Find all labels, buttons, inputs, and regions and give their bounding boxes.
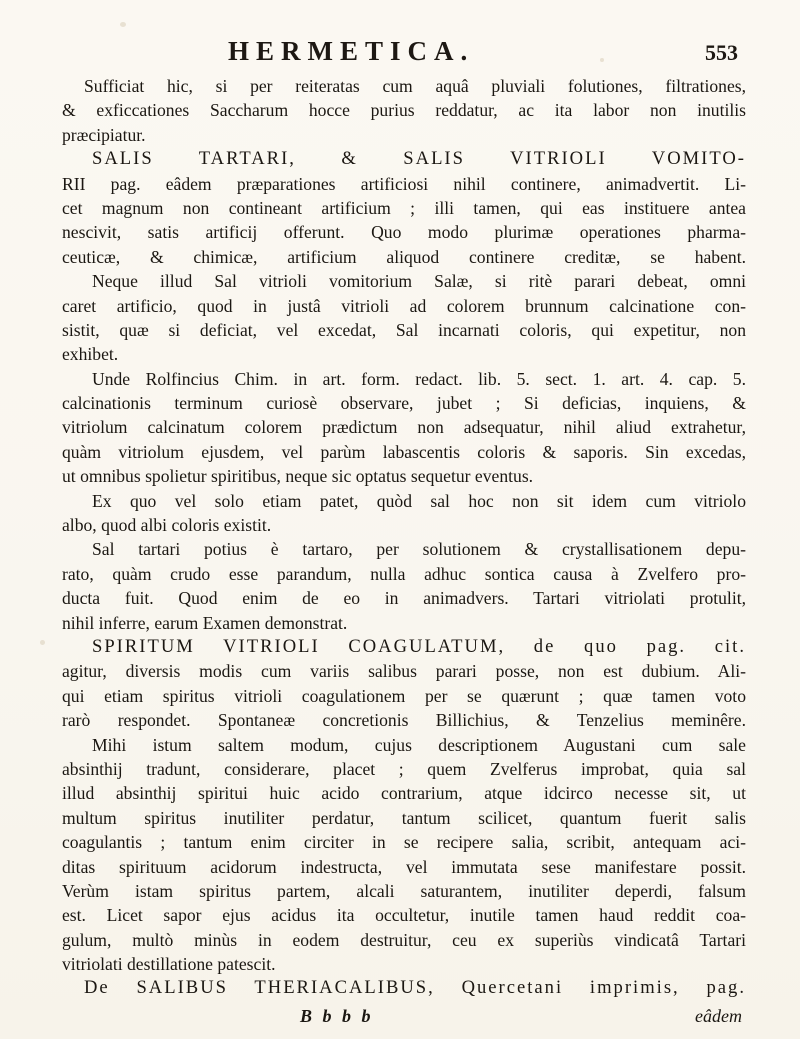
text-line: coagulantis ; tantum enim circiter in se recipere salia, scribit, antequam aci- bbox=[62, 832, 746, 853]
text-line: gulum, multò minùs in eodem destruitur, ceu ex superiùs vindicatâ Tartari bbox=[62, 929, 746, 950]
text-line: cet magnum non contineant artificium ; illi tamen, qui eas instituere antea bbox=[62, 197, 746, 218]
text-line: sistit, quæ si deficiat, vel excedat, Sal incarnati coloris, qui expetitur, non bbox=[62, 319, 746, 340]
paper-speck bbox=[120, 22, 126, 27]
text-line: Ex quo vel solo etiam patet, quòd sal hoc non sit idem cum vitriolo bbox=[92, 490, 746, 511]
text-line: ceuticæ, & chimicæ, artificium aliquod continere creditæ, se habent. bbox=[62, 246, 746, 267]
text-line: nescivit, satis artificij offerunt. Quo modo plurimæ operationes pharma- bbox=[62, 222, 746, 243]
text-line: agitur, diversis modis cum variis salibus parari posse, non est dubium. Ali- bbox=[62, 661, 746, 682]
text-line: ut omnibus spolietur spiritibus, neque sic optatus sequetur eventus. bbox=[62, 466, 534, 487]
page-number: 553 bbox=[705, 40, 738, 65]
text-line: & exficcationes Saccharum hocce purius reddatur, ac ita labor non inutilis bbox=[62, 100, 746, 121]
section-heading-line: De SALIBUS THERIACALIBUS, Quercetani imprimis, pag. bbox=[84, 977, 746, 999]
signature-mark: B b b b bbox=[300, 1006, 374, 1026]
text-line: præcipiatur. bbox=[62, 124, 146, 145]
running-head: HERMETICA. bbox=[228, 36, 475, 66]
text-line: vitriolati destillatione patescit. bbox=[62, 954, 276, 975]
text-line: illud absinthij spiritui huic acido contrarium, atque idcirco necesse sit, ut bbox=[62, 783, 746, 804]
text-line: exhibet. bbox=[62, 344, 119, 365]
page-footer bbox=[0, 1006, 800, 1034]
text-line: Unde Rolfincius Chim. in art. form. redact. lib. 5. sect. 1. art. 4. cap. 5. bbox=[92, 368, 746, 389]
text-line: ducta fuit. Quod enim de eo in animadvers. Tartari vitriolati protulit, bbox=[62, 588, 746, 609]
text-line: albo, quod albi coloris existit. bbox=[62, 515, 272, 536]
text-line: ditas spirituum acidorum indestructa, vel immutata sese manifestare possit. bbox=[62, 856, 746, 877]
text-line: absinthij tradunt, considerare, placet ; quem Zvelferus improbat, quia sal bbox=[62, 758, 746, 779]
text-line: Sal tartari potius è tartaro, per solutionem & crystallisationem depu- bbox=[92, 539, 746, 560]
paper-speck bbox=[40, 640, 45, 645]
text-line: Sufficiat hic, si per reiteratas cum aquâ pluviali folutiones, filtrationes, bbox=[84, 76, 746, 96]
body-text bbox=[62, 74, 746, 1001]
text-line: RII pag. eâdem præparationes artificiosi nihil continere, animadvertit. Li- bbox=[62, 173, 746, 194]
text-line: rato, quàm crudo esse parandum, nulla adhuc sontica causa à Zvelfero pro- bbox=[62, 563, 746, 584]
text-line: nihil inferre, earum Examen demonstrat. bbox=[62, 612, 348, 633]
text-line: caret artificio, quod in justâ vitrioli ad colorem brunnum calcinatione con- bbox=[62, 295, 746, 316]
page-header bbox=[0, 36, 800, 70]
text-line: est. Licet sapor ejus acidus ita occultetur, inutile tamen haud reddit coa- bbox=[62, 905, 746, 926]
section-heading-line: SPIRITUM VITRIOLI COAGULATUM, de quo pag. cit. bbox=[92, 635, 746, 657]
text-line: vitriolum calcinatum colorem prædictum non adsequatur, nihil aliud extrahetur, bbox=[62, 417, 746, 438]
text-line: qui etiam spiritus vitrioli coagulationem per se quærunt ; quæ tamen voto bbox=[62, 685, 746, 706]
text-line: Neque illud Sal vitrioli vomitorium Salæ, si ritè parari debeat, omni bbox=[92, 271, 746, 292]
catchword: eâdem bbox=[695, 1006, 742, 1026]
section-heading-line: SALIS TARTARI, & SALIS VITRIOLI VOMITO- bbox=[92, 148, 746, 170]
text-line: multum spiritus inutiliter perdatur, tantum scilicet, quantum fuerit salis bbox=[62, 807, 746, 828]
text-line: calcinationis terminum curiosè observare, jubet ; Si deficias, inquiens, & bbox=[62, 393, 746, 414]
text-line: Mihi istum saltem modum, cujus descriptionem Augustani cum sale bbox=[92, 734, 746, 755]
text-line: quàm vitriolum ejusdem, vel parùm labascentis coloris & saporis. Sin excedas, bbox=[62, 441, 746, 462]
text-line: Verùm istam spiritus partem, alcali saturantem, inutiliter deperdi, falsum bbox=[62, 880, 746, 901]
text-line: rarò respondet. Spontaneæ concretionis Billichius, & Tenzelius meminêre. bbox=[62, 710, 746, 731]
